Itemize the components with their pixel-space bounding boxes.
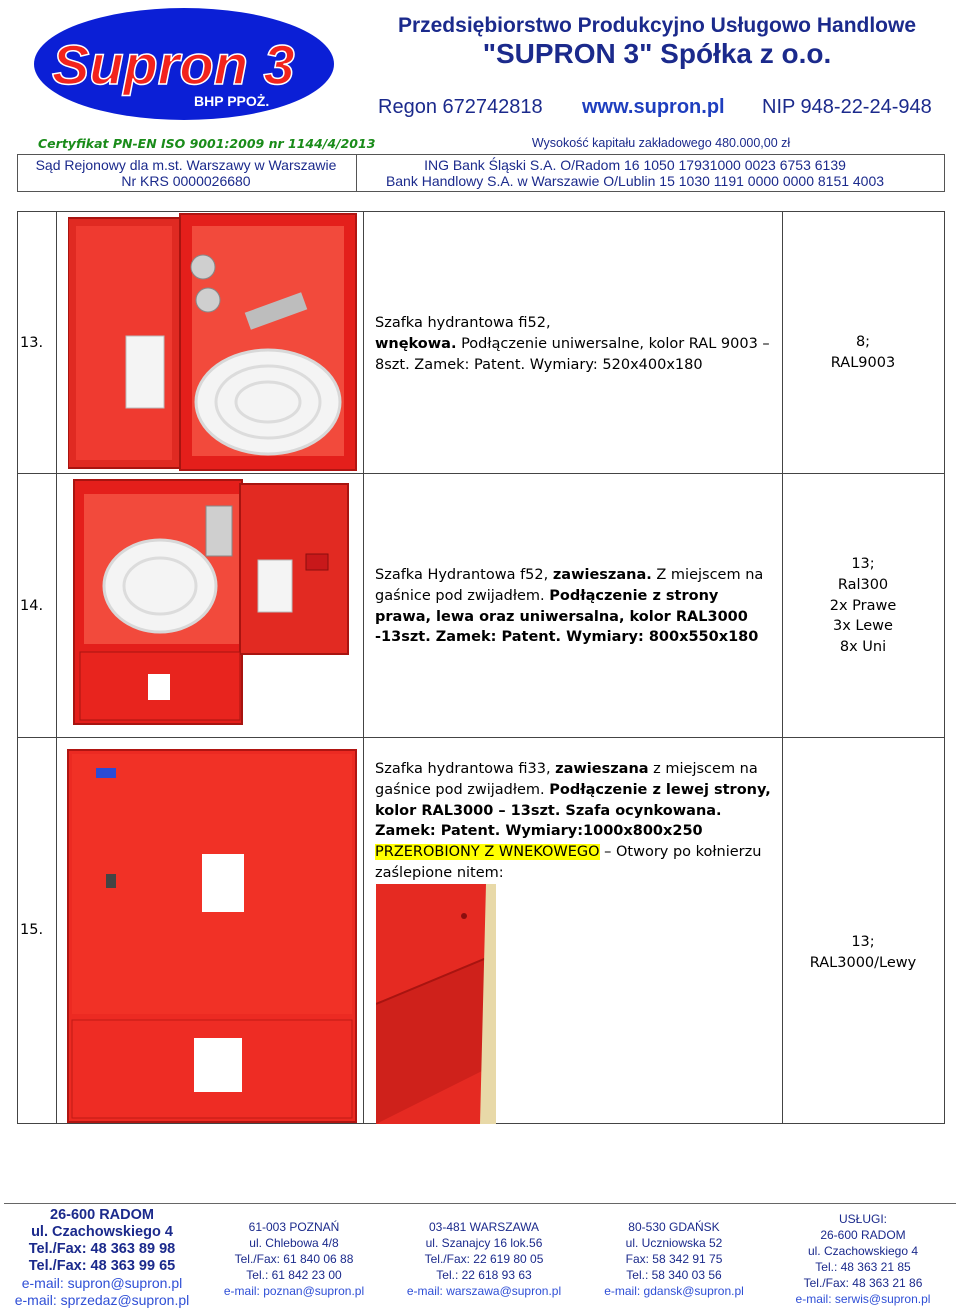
footer-phone: Tel./Fax: 48 363 99 65 <box>28 1258 176 1274</box>
desc-highlight: PRZEROBIONY Z WNEKOWEGO <box>375 844 600 861</box>
regon-number: Regon 672742818 <box>378 96 543 118</box>
desc-text: z miejscem na gaśnice pod zwijadłem. <box>375 761 758 798</box>
footer-street: ul. Czachowskiego 4 <box>31 1224 173 1240</box>
nip-number: NIP 948-22-24-948 <box>762 96 932 118</box>
desc-bold: wnękowa. <box>375 335 457 352</box>
qty-count: 13; <box>851 556 875 572</box>
footer-service-radom <box>780 1211 946 1307</box>
desc-bold: kolor RAL3000 – 13szt. Szafa ocynkowana. Zamek: Patent. Wymiary:1000x800x250 <box>375 802 722 840</box>
footer-email-link[interactable]: e-mail: supron@supron.pl <box>21 1275 183 1291</box>
footer-phone: Tel.: 48 363 21 85 <box>815 1260 911 1274</box>
footer-phone: Tel./Fax: 48 363 21 86 <box>803 1276 923 1290</box>
desc-text: Z miejscem na gaśnice pod zwijadłem. <box>375 567 764 604</box>
website-link[interactable]: www.supron.pl <box>582 96 725 118</box>
share-capital: Wysokość kapitału zakładowego 480.000,00 zł <box>531 136 791 150</box>
product-description <box>375 565 775 648</box>
footer-street: ul. Uczniowska 52 <box>625 1236 723 1250</box>
qty-left: 3x Lewe <box>833 618 893 635</box>
footer-city: 03-481 WARSZAWA <box>428 1220 540 1234</box>
company-name-line2: "SUPRON 3" Spółka z o.o. <box>482 38 832 69</box>
supron-logo-image <box>34 4 340 120</box>
footer-street: ul. Szanajcy 16 lok.56 <box>425 1236 543 1250</box>
footer-city: 26-600 RADOM <box>50 1207 154 1223</box>
company-logo <box>34 4 340 120</box>
footer-city: 61-003 POZNAŃ <box>248 1220 340 1234</box>
qty-color: RAL9003 <box>830 354 896 371</box>
product-image-wall-cabinet-extinguisher <box>72 476 352 726</box>
product-image-closed-cabinet <box>66 748 358 1124</box>
footer-street: ul. Chlebowa 4/8 <box>249 1236 339 1250</box>
logo-text: Supron 3 <box>52 33 295 96</box>
footer-office-poznan <box>214 1219 374 1299</box>
footer-city: 26-600 RADOM <box>820 1228 906 1242</box>
footer-phone: Tel./Fax: 61 840 06 88 <box>234 1252 354 1266</box>
footer-email-link[interactable]: e-mail: sprzedaz@supron.pl <box>14 1292 190 1308</box>
table-column-divider <box>56 212 57 1123</box>
desc-text: – Otwory po kołnierzu zaślepione nitem: <box>375 844 762 881</box>
footer-city: 80-530 GDAŃSK <box>628 1220 720 1234</box>
desc-text: Szafka hydrantowa fi33, <box>375 761 556 777</box>
desc-bold: zawieszana. <box>552 567 652 583</box>
desc-bold: Podłączenie z lewej strony, <box>549 781 771 798</box>
table-column-divider <box>363 212 364 1123</box>
qty-color: Ral300 <box>837 576 889 593</box>
bank-account-ing: ING Bank Śląski S.A. O/Radom 16 1050 17931000 0023 6753 6139 <box>424 157 846 173</box>
footer-title: USŁUGI: <box>838 1212 887 1226</box>
bank-account-handlowy: Bank Handlowy S.A. w Warszawie O/Lublin 15 1030 1191 0000 0000 8151 4003 <box>385 173 885 189</box>
product-description <box>375 759 775 884</box>
row-number: 13. <box>20 335 44 351</box>
desc-text: Szafka Hydrantowa f52, <box>375 567 553 583</box>
product-quantity <box>782 932 944 974</box>
footer-email-link[interactable]: e-mail: serwis@supron.pl <box>795 1292 931 1306</box>
footer-office-gdansk <box>594 1219 754 1299</box>
footer-phone: Tel.: 58 340 03 56 <box>626 1268 722 1282</box>
qty-right: 2x Prawe <box>829 597 897 614</box>
footer-street: ul. Czachowskiego 4 <box>807 1244 919 1258</box>
product-description <box>375 313 775 375</box>
desc-bold: Podłączenie z strony prawa, lewa oraz uniwersalna, <box>375 587 719 625</box>
footer-phone: Tel.: 61 842 23 00 <box>246 1268 342 1282</box>
desc-bold: zawieszana <box>555 761 649 777</box>
footer-email-link[interactable]: e-mail: poznan@supron.pl <box>223 1284 365 1298</box>
footer-phone: Tel./Fax: 48 363 89 98 <box>28 1241 176 1257</box>
product-quantity <box>782 332 944 374</box>
footer-office-radom <box>14 1207 190 1309</box>
footer-phone: Tel./Fax: 22 619 80 05 <box>424 1252 544 1266</box>
court-line: Sąd Rejonowy dla m.st. Warszawy w Warszawie <box>35 157 337 173</box>
qty-color: RAL3000/Lewy <box>809 954 917 971</box>
logo-subtext: BHP PPOŻ. <box>194 93 270 109</box>
footer-phone: Fax: 58 342 91 75 <box>625 1252 723 1266</box>
desc-bold: kolor RAL3000 -13szt. Zamek: Patent. Wymiary: 800x550x180 <box>375 608 759 646</box>
row-number: 15. <box>20 922 44 938</box>
footer-office-warszawa <box>398 1219 570 1299</box>
product-quantity <box>782 554 944 658</box>
table-row-divider <box>18 737 944 738</box>
krs-number: Nr KRS 0000026680 <box>121 173 251 189</box>
footer-email-link[interactable]: e-mail: gdansk@supron.pl <box>604 1284 744 1298</box>
product-image-recessed-cabinet <box>68 212 358 472</box>
footer-email-link[interactable]: e-mail: warszawa@supron.pl <box>406 1284 562 1298</box>
footer-phone: Tel.: 22 618 93 63 <box>436 1268 532 1282</box>
qty-count: 8; <box>855 334 871 350</box>
company-name-line1: Przedsiębiorstwo Produkcyjno Usługowo Handlowe <box>397 14 917 37</box>
footer-divider <box>4 1203 956 1204</box>
table-row-divider <box>18 473 944 474</box>
row-number: 14. <box>20 598 44 614</box>
desc-text: Podłączenie uniwersalne, kolor RAL 9003 – 8szt. Zamek: Patent. Wymiary: 520x400x180 <box>375 335 770 373</box>
iso-certificate: Certyfikat PN-EN ISO 9001:2009 nr 1144/4/2013 <box>38 136 376 151</box>
product-detail-photo <box>376 884 496 1124</box>
qty-universal: 8x Uni <box>839 639 887 656</box>
desc-text: Szafka hydrantowa fi52, <box>375 315 551 331</box>
qty-count: 13; <box>851 934 875 950</box>
